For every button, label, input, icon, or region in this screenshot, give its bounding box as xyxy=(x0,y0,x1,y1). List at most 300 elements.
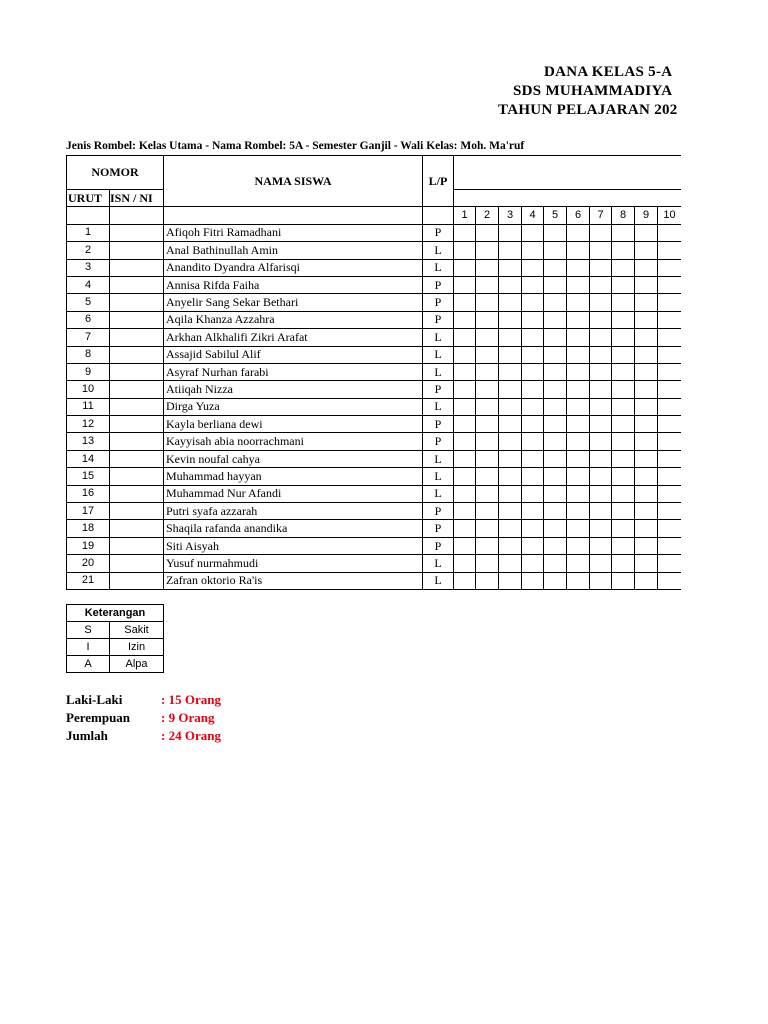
attendance-cell[interactable] xyxy=(635,468,658,485)
attendance-cell[interactable] xyxy=(567,276,590,293)
table-row xyxy=(67,276,682,293)
attendance-cell[interactable] xyxy=(476,520,499,537)
attendance-cell[interactable] xyxy=(567,381,590,398)
attendance-cell[interactable] xyxy=(658,503,682,520)
attendance-cell[interactable] xyxy=(476,381,499,398)
student-gender: P xyxy=(423,294,454,311)
attendance-cell[interactable] xyxy=(499,224,522,241)
attendance-cell[interactable] xyxy=(499,503,522,520)
student-name: Aqila Khanza Azzahra xyxy=(164,311,423,328)
attendance-cell[interactable] xyxy=(567,485,590,502)
keterangan-code: A xyxy=(67,656,110,673)
attendance-cell[interactable] xyxy=(612,224,635,241)
attendance-cell[interactable] xyxy=(454,398,476,415)
student-nisn xyxy=(110,294,164,311)
attendance-cell[interactable] xyxy=(590,520,612,537)
attendance-cell[interactable] xyxy=(567,503,590,520)
attendance-cell[interactable] xyxy=(522,294,544,311)
attendance-cell[interactable] xyxy=(476,346,499,363)
attendance-cell[interactable] xyxy=(499,276,522,293)
attendance-cell[interactable] xyxy=(499,329,522,346)
attendance-cell[interactable] xyxy=(454,416,476,433)
attendance-cell[interactable] xyxy=(590,381,612,398)
student-nisn xyxy=(110,416,164,433)
attendance-cell[interactable] xyxy=(544,537,567,554)
attendance-cell[interactable] xyxy=(454,485,476,502)
student-number: 9 xyxy=(67,363,110,380)
attendance-cell[interactable] xyxy=(590,572,612,589)
attendance-cell[interactable] xyxy=(590,259,612,276)
student-gender: P xyxy=(423,224,454,241)
day-header: 3 xyxy=(499,207,522,224)
attendance-cell[interactable] xyxy=(567,572,590,589)
attendance-cell[interactable] xyxy=(454,329,476,346)
attendance-cell[interactable] xyxy=(476,433,499,450)
header-nisn: ISN / NI xyxy=(110,190,164,207)
attendance-cell[interactable] xyxy=(567,555,590,572)
attendance-cell[interactable] xyxy=(612,346,635,363)
attendance-cell[interactable] xyxy=(590,242,612,259)
attendance-cell[interactable] xyxy=(635,572,658,589)
student-number: 11 xyxy=(67,398,110,415)
attendance-cell[interactable] xyxy=(476,537,499,554)
attendance-cell[interactable] xyxy=(454,276,476,293)
student-name: Zafran oktorio Ra'is xyxy=(164,572,423,589)
student-gender: P xyxy=(423,381,454,398)
attendance-cell[interactable] xyxy=(612,433,635,450)
attendance-cell[interactable] xyxy=(499,311,522,328)
attendance-cell[interactable] xyxy=(522,224,544,241)
header-month-area xyxy=(454,156,682,190)
attendance-cell[interactable] xyxy=(658,294,682,311)
attendance-cell[interactable] xyxy=(499,468,522,485)
table-row xyxy=(67,468,682,485)
attendance-cell[interactable] xyxy=(476,468,499,485)
attendance-cell[interactable] xyxy=(476,503,499,520)
student-number: 18 xyxy=(67,520,110,537)
attendance-cell[interactable] xyxy=(476,485,499,502)
attendance-cell[interactable] xyxy=(544,416,567,433)
attendance-cell[interactable] xyxy=(635,311,658,328)
attendance-cell[interactable] xyxy=(567,259,590,276)
attendance-cell[interactable] xyxy=(454,346,476,363)
attendance-cell[interactable] xyxy=(499,294,522,311)
attendance-cell[interactable] xyxy=(612,450,635,467)
attendance-cell[interactable] xyxy=(522,520,544,537)
attendance-cell[interactable] xyxy=(454,520,476,537)
summary-label: Perempuan xyxy=(66,710,131,725)
doc-title-line2: SDS MUHAMMADIYA xyxy=(513,83,673,99)
attendance-cell[interactable] xyxy=(454,311,476,328)
student-nisn xyxy=(110,468,164,485)
attendance-cell[interactable] xyxy=(635,346,658,363)
student-name: Annisa Rifda Faiha xyxy=(164,276,423,293)
attendance-cell[interactable] xyxy=(522,485,544,502)
attendance-cell[interactable] xyxy=(658,363,682,380)
keterangan-row xyxy=(67,622,164,639)
attendance-cell[interactable] xyxy=(635,503,658,520)
student-number: 19 xyxy=(67,537,110,554)
attendance-cell[interactable] xyxy=(567,416,590,433)
attendance-cell[interactable] xyxy=(658,259,682,276)
attendance-cell[interactable] xyxy=(499,416,522,433)
attendance-cell[interactable] xyxy=(499,346,522,363)
attendance-cell[interactable] xyxy=(590,398,612,415)
student-nisn xyxy=(110,259,164,276)
attendance-cell[interactable] xyxy=(499,572,522,589)
blank-cell xyxy=(67,207,110,224)
student-gender: P xyxy=(423,433,454,450)
attendance-cell[interactable] xyxy=(567,363,590,380)
student-nisn xyxy=(110,520,164,537)
doc-title-line3: TAHUN PELAJARAN 202 xyxy=(498,102,678,118)
attendance-cell[interactable] xyxy=(544,224,567,241)
table-row xyxy=(67,381,682,398)
attendance-cell[interactable] xyxy=(658,346,682,363)
attendance-cell[interactable] xyxy=(499,242,522,259)
student-name: Arkhan Alkhalifi Zikri Arafat xyxy=(164,329,423,346)
attendance-cell[interactable] xyxy=(658,485,682,502)
attendance-cell[interactable] xyxy=(612,276,635,293)
attendance-cell[interactable] xyxy=(544,381,567,398)
attendance-cell[interactable] xyxy=(635,259,658,276)
table-row xyxy=(67,537,682,554)
attendance-cell[interactable] xyxy=(567,242,590,259)
attendance-cell[interactable] xyxy=(590,537,612,554)
attendance-cell[interactable] xyxy=(522,329,544,346)
attendance-cell[interactable] xyxy=(567,329,590,346)
attendance-cell[interactable] xyxy=(499,433,522,450)
attendance-cell[interactable] xyxy=(612,311,635,328)
attendance-cell[interactable] xyxy=(612,503,635,520)
attendance-cell[interactable] xyxy=(658,224,682,241)
header-urut: URUT xyxy=(67,190,110,207)
attendance-cell[interactable] xyxy=(476,242,499,259)
student-nisn xyxy=(110,485,164,502)
attendance-cell[interactable] xyxy=(590,294,612,311)
student-nisn xyxy=(110,572,164,589)
student-name: Assajid Sabilul Alif xyxy=(164,346,423,363)
attendance-cell[interactable] xyxy=(612,363,635,380)
attendance-cell[interactable] xyxy=(522,450,544,467)
attendance-cell[interactable] xyxy=(590,416,612,433)
attendance-cell[interactable] xyxy=(635,224,658,241)
attendance-cell[interactable] xyxy=(612,485,635,502)
attendance-cell[interactable] xyxy=(454,503,476,520)
attendance-cell[interactable] xyxy=(476,311,499,328)
student-number: 3 xyxy=(67,259,110,276)
summary-label: Laki-Laki xyxy=(66,692,123,707)
attendance-cell[interactable] xyxy=(499,259,522,276)
student-number: 4 xyxy=(67,276,110,293)
attendance-cell[interactable] xyxy=(567,520,590,537)
attendance-cell[interactable] xyxy=(454,555,476,572)
student-gender: L xyxy=(423,346,454,363)
table-row xyxy=(67,398,682,415)
attendance-cell[interactable] xyxy=(544,485,567,502)
attendance-cell[interactable] xyxy=(476,294,499,311)
attendance-cell[interactable] xyxy=(454,224,476,241)
attendance-cell[interactable] xyxy=(658,433,682,450)
attendance-cell[interactable] xyxy=(612,242,635,259)
attendance-cell[interactable] xyxy=(544,433,567,450)
attendance-cell[interactable] xyxy=(544,276,567,293)
attendance-cell[interactable] xyxy=(476,276,499,293)
attendance-cell[interactable] xyxy=(499,381,522,398)
student-nisn xyxy=(110,224,164,241)
attendance-cell[interactable] xyxy=(522,259,544,276)
student-gender: L xyxy=(423,555,454,572)
attendance-cell[interactable] xyxy=(522,311,544,328)
student-name: Anyelir Sang Sekar Bethari xyxy=(164,294,423,311)
attendance-cell[interactable] xyxy=(544,398,567,415)
student-nisn xyxy=(110,329,164,346)
attendance-cell[interactable] xyxy=(476,572,499,589)
attendance-cell[interactable] xyxy=(454,468,476,485)
attendance-cell[interactable] xyxy=(590,363,612,380)
attendance-cell[interactable] xyxy=(612,572,635,589)
attendance-cell[interactable] xyxy=(635,520,658,537)
attendance-cell[interactable] xyxy=(499,520,522,537)
attendance-cell[interactable] xyxy=(544,363,567,380)
attendance-cell[interactable] xyxy=(635,450,658,467)
attendance-cell[interactable] xyxy=(454,572,476,589)
attendance-cell[interactable] xyxy=(522,572,544,589)
attendance-cell[interactable] xyxy=(567,537,590,554)
attendance-cell[interactable] xyxy=(658,555,682,572)
attendance-cell[interactable] xyxy=(499,537,522,554)
student-number: 17 xyxy=(67,503,110,520)
attendance-cell[interactable] xyxy=(612,381,635,398)
attendance-cell[interactable] xyxy=(522,398,544,415)
attendance-cell[interactable] xyxy=(522,503,544,520)
day-header: 9 xyxy=(635,207,658,224)
attendance-cell[interactable] xyxy=(658,329,682,346)
attendance-cell[interactable] xyxy=(544,520,567,537)
attendance-cell[interactable] xyxy=(567,450,590,467)
student-gender: L xyxy=(423,485,454,502)
student-number: 15 xyxy=(67,468,110,485)
summary-value: : 9 Orang xyxy=(161,710,215,725)
page-clip xyxy=(681,150,768,600)
attendance-cell[interactable] xyxy=(454,259,476,276)
attendance-cell[interactable] xyxy=(476,224,499,241)
attendance-cell[interactable] xyxy=(544,450,567,467)
attendance-cell[interactable] xyxy=(522,555,544,572)
keterangan-label: Sakit xyxy=(110,622,164,639)
attendance-cell[interactable] xyxy=(658,381,682,398)
attendance-cell[interactable] xyxy=(590,450,612,467)
attendance-cell[interactable] xyxy=(499,450,522,467)
attendance-cell[interactable] xyxy=(567,398,590,415)
attendance-cell[interactable] xyxy=(454,450,476,467)
attendance-cell[interactable] xyxy=(635,555,658,572)
student-number: 6 xyxy=(67,311,110,328)
attendance-cell[interactable] xyxy=(658,242,682,259)
student-number: 20 xyxy=(67,555,110,572)
attendance-cell[interactable] xyxy=(454,537,476,554)
attendance-cell[interactable] xyxy=(590,346,612,363)
attendance-cell[interactable] xyxy=(635,381,658,398)
attendance-cell[interactable] xyxy=(544,555,567,572)
table-row xyxy=(67,311,682,328)
keterangan-table xyxy=(66,604,164,673)
attendance-cell[interactable] xyxy=(612,537,635,554)
student-nisn xyxy=(110,503,164,520)
attendance-cell[interactable] xyxy=(476,450,499,467)
attendance-cell[interactable] xyxy=(544,242,567,259)
attendance-cell[interactable] xyxy=(476,259,499,276)
day-header: 5 xyxy=(544,207,567,224)
attendance-cell[interactable] xyxy=(454,294,476,311)
table-row xyxy=(67,485,682,502)
attendance-cell[interactable] xyxy=(522,276,544,293)
student-gender: L xyxy=(423,363,454,380)
attendance-cell[interactable] xyxy=(544,259,567,276)
attendance-cell[interactable] xyxy=(658,276,682,293)
header-month-sub xyxy=(454,190,682,207)
keterangan-label: Izin xyxy=(110,639,164,656)
attendance-cell[interactable] xyxy=(567,294,590,311)
attendance-cell[interactable] xyxy=(522,363,544,380)
attendance-cell[interactable] xyxy=(612,468,635,485)
table-row xyxy=(67,503,682,520)
attendance-cell[interactable] xyxy=(612,259,635,276)
student-name: Shaqila rafanda anandika xyxy=(164,520,423,537)
attendance-cell[interactable] xyxy=(567,346,590,363)
attendance-cell[interactable] xyxy=(544,294,567,311)
attendance-cell[interactable] xyxy=(658,416,682,433)
header-lp: L/P xyxy=(423,156,454,207)
student-number: 16 xyxy=(67,485,110,502)
attendance-cell[interactable] xyxy=(590,329,612,346)
attendance-cell[interactable] xyxy=(499,555,522,572)
attendance-cell[interactable] xyxy=(544,503,567,520)
student-gender: L xyxy=(423,329,454,346)
student-nisn xyxy=(110,363,164,380)
attendance-cell[interactable] xyxy=(476,555,499,572)
attendance-cell[interactable] xyxy=(590,468,612,485)
attendance-cell[interactable] xyxy=(522,468,544,485)
attendance-cell[interactable] xyxy=(522,537,544,554)
attendance-cell[interactable] xyxy=(522,433,544,450)
table-row xyxy=(67,259,682,276)
attendance-cell[interactable] xyxy=(567,433,590,450)
attendance-cell[interactable] xyxy=(590,224,612,241)
table-row xyxy=(67,363,682,380)
attendance-cell[interactable] xyxy=(590,276,612,293)
student-number: 10 xyxy=(67,381,110,398)
attendance-cell[interactable] xyxy=(454,363,476,380)
attendance-cell[interactable] xyxy=(635,363,658,380)
student-gender: P xyxy=(423,416,454,433)
student-gender: L xyxy=(423,572,454,589)
table-row xyxy=(67,450,682,467)
summary-laki-laki xyxy=(66,692,221,708)
attendance-cell[interactable] xyxy=(612,416,635,433)
student-name: Muhammad Nur Afandi xyxy=(164,485,423,502)
attendance-cell[interactable] xyxy=(522,416,544,433)
attendance-cell[interactable] xyxy=(612,555,635,572)
attendance-cell[interactable] xyxy=(590,433,612,450)
attendance-cell[interactable] xyxy=(658,450,682,467)
keterangan-code: S xyxy=(67,622,110,639)
attendance-cell[interactable] xyxy=(635,398,658,415)
attendance-cell[interactable] xyxy=(499,363,522,380)
student-gender: L xyxy=(423,242,454,259)
attendance-cell[interactable] xyxy=(476,363,499,380)
attendance-cell[interactable] xyxy=(454,381,476,398)
table-row xyxy=(67,294,682,311)
attendance-cell[interactable] xyxy=(544,329,567,346)
attendance-cell[interactable] xyxy=(612,398,635,415)
attendance-cell[interactable] xyxy=(499,398,522,415)
attendance-cell[interactable] xyxy=(499,485,522,502)
attendance-cell[interactable] xyxy=(635,294,658,311)
table-row xyxy=(67,555,682,572)
attendance-cell[interactable] xyxy=(658,537,682,554)
attendance-cell[interactable] xyxy=(658,311,682,328)
attendance-cell[interactable] xyxy=(658,468,682,485)
student-name: Afiqoh Fitri Ramadhani xyxy=(164,224,423,241)
attendance-cell[interactable] xyxy=(612,520,635,537)
day-header: 1 xyxy=(454,207,476,224)
attendance-cell[interactable] xyxy=(635,433,658,450)
attendance-cell[interactable] xyxy=(454,242,476,259)
student-nisn xyxy=(110,537,164,554)
attendance-cell[interactable] xyxy=(612,329,635,346)
attendance-cell[interactable] xyxy=(476,329,499,346)
attendance-cell[interactable] xyxy=(635,416,658,433)
keterangan-label: Alpa xyxy=(110,656,164,673)
attendance-cell[interactable] xyxy=(522,346,544,363)
student-name: Kayyisah abia noorrachmani xyxy=(164,433,423,450)
student-nisn xyxy=(110,276,164,293)
attendance-cell[interactable] xyxy=(522,381,544,398)
attendance-cell[interactable] xyxy=(635,329,658,346)
attendance-cell[interactable] xyxy=(590,311,612,328)
student-gender: P xyxy=(423,537,454,554)
attendance-cell[interactable] xyxy=(476,398,499,415)
summary-value: : 15 Orang xyxy=(161,692,221,707)
student-name: Anandito Dyandra Alfarisqi xyxy=(164,259,423,276)
attendance-cell[interactable] xyxy=(454,433,476,450)
attendance-cell[interactable] xyxy=(590,555,612,572)
student-gender: L xyxy=(423,450,454,467)
attendance-cell[interactable] xyxy=(590,485,612,502)
attendance-cell[interactable] xyxy=(476,416,499,433)
attendance-cell[interactable] xyxy=(544,572,567,589)
attendance-cell[interactable] xyxy=(635,276,658,293)
attendance-cell[interactable] xyxy=(658,572,682,589)
attendance-cell[interactable] xyxy=(658,520,682,537)
attendance-cell[interactable] xyxy=(635,485,658,502)
attendance-cell[interactable] xyxy=(612,294,635,311)
attendance-cell[interactable] xyxy=(544,311,567,328)
attendance-cell[interactable] xyxy=(635,537,658,554)
doc-title-line1: DANA KELAS 5-A xyxy=(544,64,673,80)
attendance-cell[interactable] xyxy=(567,224,590,241)
student-nisn xyxy=(110,381,164,398)
attendance-cell[interactable] xyxy=(522,242,544,259)
attendance-cell[interactable] xyxy=(658,398,682,415)
attendance-cell[interactable] xyxy=(544,346,567,363)
attendance-cell[interactable] xyxy=(567,311,590,328)
attendance-cell[interactable] xyxy=(590,503,612,520)
attendance-cell[interactable] xyxy=(635,242,658,259)
attendance-cell[interactable] xyxy=(544,468,567,485)
attendance-cell[interactable] xyxy=(567,468,590,485)
